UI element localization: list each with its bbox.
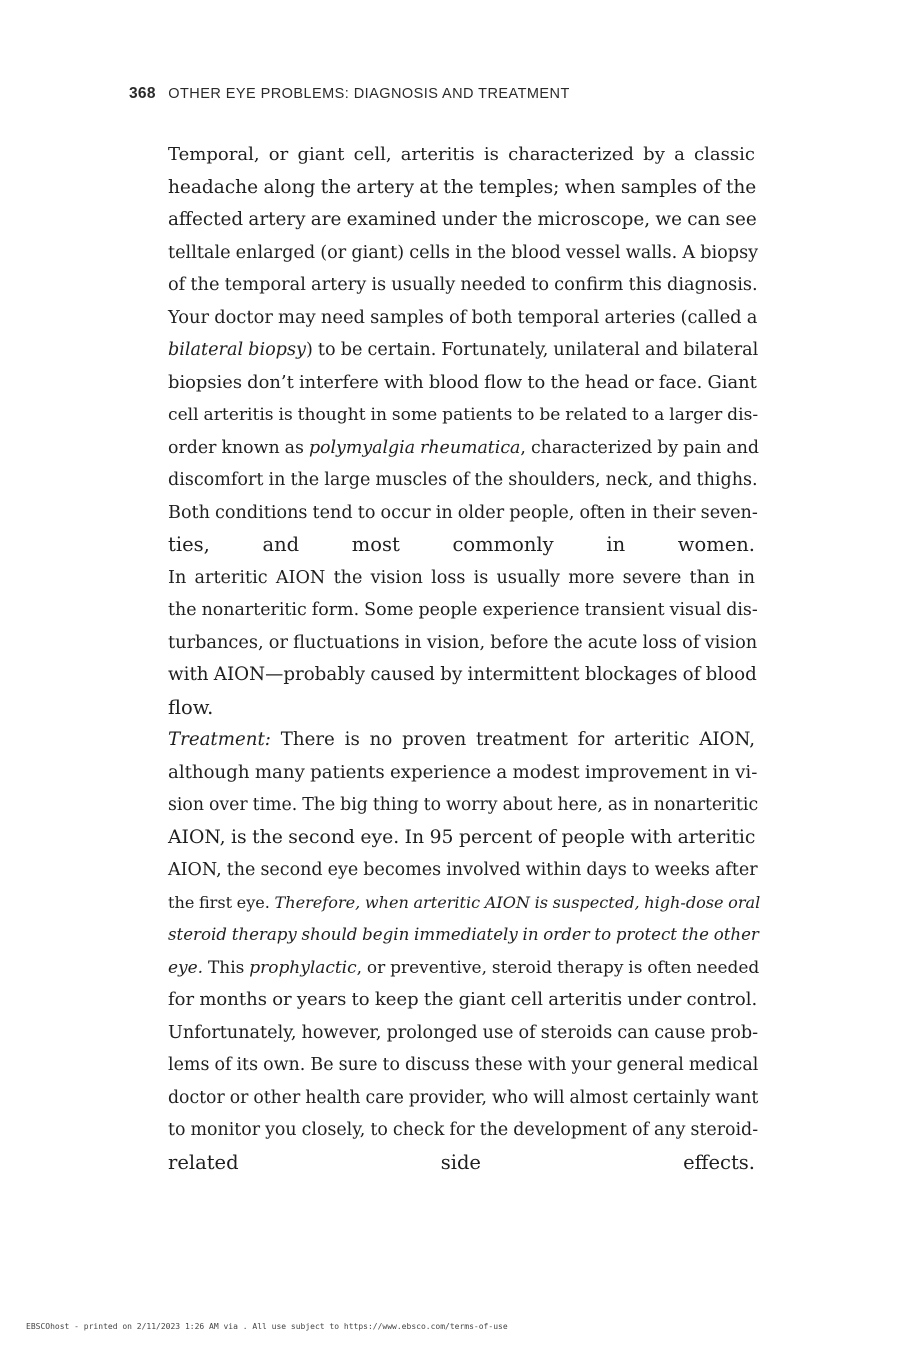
text-line [130,887,761,920]
text-line [130,497,758,530]
text-run: for months or years to keep the giant cell arteritis under control. [168,989,758,1010]
text-run: sion over time. The big thing to worry about here, as in nonarteritic [168,795,759,815]
italic-run: polymyalgia rheumatica [308,437,521,458]
text-run: cell arteritis is thought in some patients to be related to a larger dis- [168,405,759,425]
text-run: turbances, or fluctuations in vision, before the acute loss of vision [168,632,758,653]
text-line [130,1049,759,1082]
text-run: to monitor you closely, to check for the development of any steroid- [168,1120,759,1140]
italic-run: eye. [168,957,204,978]
text-run: doctor or other health care provider, who will almost certainly want [168,1087,759,1108]
text-line [130,1017,759,1050]
text-line [130,204,755,237]
text-run: with AION—probably caused by intermittent blockages of blood [168,664,757,685]
text-line [130,854,758,887]
italic-run: Therefore, when arteritic AION is suspected, high-dose oral [274,892,761,912]
text-run: lems of its own. Be sure to discuss these with your general medical [168,1055,759,1075]
text-line [130,692,755,725]
italic-run: bilateral biopsy [168,340,306,360]
paragraph [130,139,760,562]
text-line [130,237,759,270]
text-line [130,399,759,432]
text-line [130,1082,759,1115]
text-run: telltale enlarged (or giant) cells in the blood vessel walls. A biopsy [168,242,759,263]
text-line [130,822,755,855]
text-line [130,952,760,985]
paragraph [130,724,761,1179]
text-line [130,464,758,497]
text-line [130,139,755,172]
text-line [130,659,755,692]
text-run: In arteritic AION the vision loss is usually more severe than in [168,567,755,588]
italic-run: prophylactic [249,957,357,978]
italic-run: Treatment: [168,729,271,750]
text-run: related side effects. [168,1150,755,1174]
text-line [130,562,755,595]
text-line [130,594,758,627]
text-run: the nonarteritic form. Some people experience transient visual dis- [168,600,758,620]
text-run: , characterized by pain and [520,437,760,458]
text-line [130,757,758,790]
text-line [130,1114,759,1147]
text-run: although many patients experience a modest improvement in vi- [168,761,758,783]
text-line [130,367,755,400]
page-number: 368 [129,85,156,102]
text-run: order known as [168,437,309,458]
text-run: biopsies don’t interfere with blood flow to the head or face. Giant [168,371,757,393]
text-run: Temporal, or giant cell, arteritis is characterized by a classic [168,144,755,165]
text-run: the first eye. [168,892,275,912]
text-run: ) to be certain. Fortunately, unilateral and bilateral [305,340,759,360]
text-line [130,1147,755,1180]
text-run: AION, is the second eye. In 95 percent of people with arteritic [168,826,756,848]
print-footer: EBSCOhost - printed on 2/11/2023 1:26 AM via . All use subject to https://www.ebsco.com/terms-of-use [26,1322,508,1331]
text-run: ties, and most commonly in women. [168,533,755,556]
text-line [130,724,755,757]
text-line [130,529,755,562]
text-line [130,919,759,952]
text-line [130,269,758,302]
text-run: AION, the second eye becomes involved within days to weeks after [168,860,758,880]
running-title: OTHER EYE PROBLEMS: DIAGNOSIS AND TREATMENT [168,86,570,102]
text-line [130,334,759,367]
text-run: headache along the artery at the temples; when samples of the [168,176,757,198]
text-line [130,627,758,660]
text-line [130,789,759,822]
body-text [130,139,761,1179]
text-run: discomfort in the large muscles of the shoulders, neck, and thighs. [168,470,758,490]
text-run: There is no proven treatment for arteritic AION, [270,729,755,750]
text-line [130,302,758,335]
text-run: affected artery are examined under the microscope, we can see [168,209,757,230]
text-run: Unfortunately, however, prolonged use of steroids can cause prob- [168,1022,759,1043]
text-line [130,432,760,465]
italic-run: steroid therapy should begin immediately in order to protect the other [168,925,759,944]
text-run: Both conditions tend to occur in older people, often in their seven- [168,502,758,523]
text-run: This [203,957,250,978]
text-line [130,172,755,205]
text-run: flow. [168,695,214,719]
paragraph [130,562,758,725]
text-line [130,984,758,1017]
running-head [129,84,769,104]
text-run: , or preventive, steroid therapy is often needed [356,957,760,978]
text-run: of the temporal artery is usually needed to confirm this diagnosis. [168,275,758,295]
text-run: Your doctor may need samples of both temporal arteries (called a [168,306,758,328]
